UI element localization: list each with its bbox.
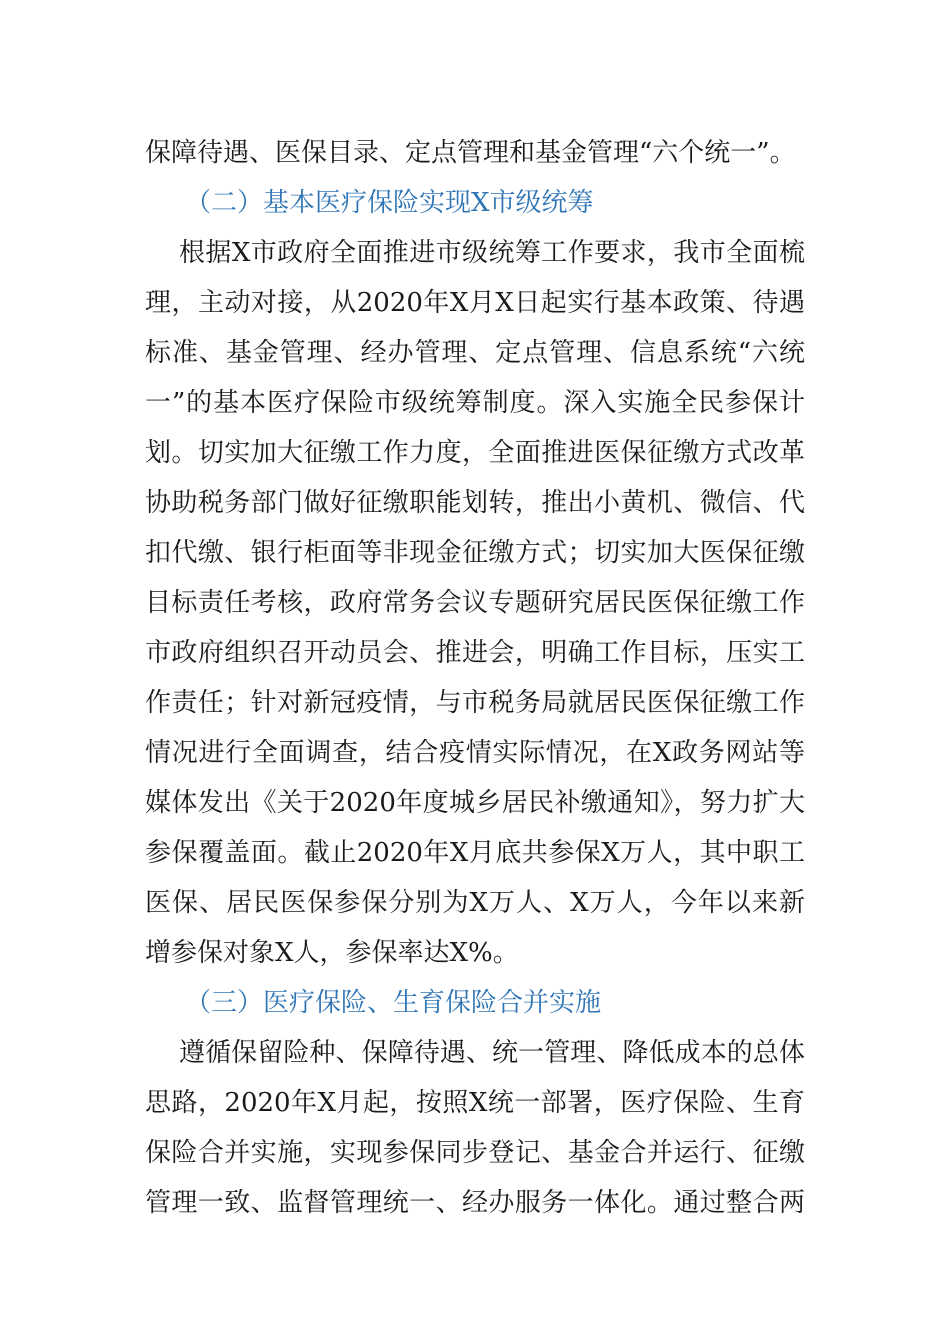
document-body bbox=[145, 128, 805, 1228]
paragraph-line: 保险合并实施，实现参保同步登记、基金合并运行、征缴 bbox=[145, 1138, 805, 1168]
paragraph-line: 管理一致、监督管理统一、经办服务一体化。通过整合两 bbox=[145, 1188, 805, 1218]
paragraph-line: 标准、基金管理、经办管理、定点管理、信息系统“六统 bbox=[145, 338, 805, 368]
paragraph-line: 参保覆盖面。截止2020年X月底共参保X万人，其中职工 bbox=[145, 838, 805, 868]
paragraph-line: 一”的基本医疗保险市级统筹制度。深入实施全民参保计 bbox=[145, 388, 805, 418]
paragraph-line: 情况进行全面调查，结合疫情实际情况，在X政务网站等 bbox=[145, 738, 805, 768]
paragraph-line: 遵循保留险种、保障待遇、统一管理、降低成本的总体 bbox=[179, 1038, 805, 1068]
paragraph-line: 划。切实加大征缴工作力度，全面推进医保征缴方式改革 bbox=[145, 438, 805, 468]
section-3-paragraph bbox=[145, 1028, 805, 1228]
paragraph-line: 媒体发出《关于2020年度城乡居民补缴通知》，努力扩大 bbox=[145, 788, 805, 818]
intro-line: 保障待遇、医保目录、定点管理和基金管理“六个统一”。 bbox=[145, 138, 796, 168]
paragraph-line: 目标责任考核，政府常务会议专题研究居民医保征缴工作 bbox=[145, 588, 805, 618]
paragraph-line: 理，主动对接，从2020年X月X日起实行基本政策、待遇 bbox=[145, 288, 805, 318]
paragraph-line: 增参保对象X人，参保率达X%。 bbox=[145, 938, 519, 968]
paragraph-line: 医保、居民医保参保分别为X万人、X万人，今年以来新 bbox=[145, 888, 805, 918]
paragraph-line: 思路，2020年X月起，按照X统一部署，医疗保险、生育 bbox=[145, 1088, 805, 1118]
section-3-heading: （三）医疗保险、生育保险合并实施 bbox=[185, 988, 602, 1018]
section-2-heading: （二）基本医疗保险实现X市级统筹 bbox=[185, 188, 594, 218]
paragraph-line: 作责任；针对新冠疫情，与市税务局就居民医保征缴工作 bbox=[145, 688, 805, 718]
section-2-paragraph bbox=[145, 228, 805, 978]
paragraph-line: 协助税务部门做好征缴职能划转，推出小黄机、微信、代 bbox=[145, 488, 805, 518]
paragraph-line: 扣代缴、银行柜面等非现金征缴方式；切实加大医保征缴 bbox=[145, 538, 805, 568]
paragraph-line: 根据X市政府全面推进市级统筹工作要求，我市全面梳 bbox=[179, 238, 805, 268]
paragraph-line: 市政府组织召开动员会、推进会，明确工作目标，压实工 bbox=[145, 638, 805, 668]
